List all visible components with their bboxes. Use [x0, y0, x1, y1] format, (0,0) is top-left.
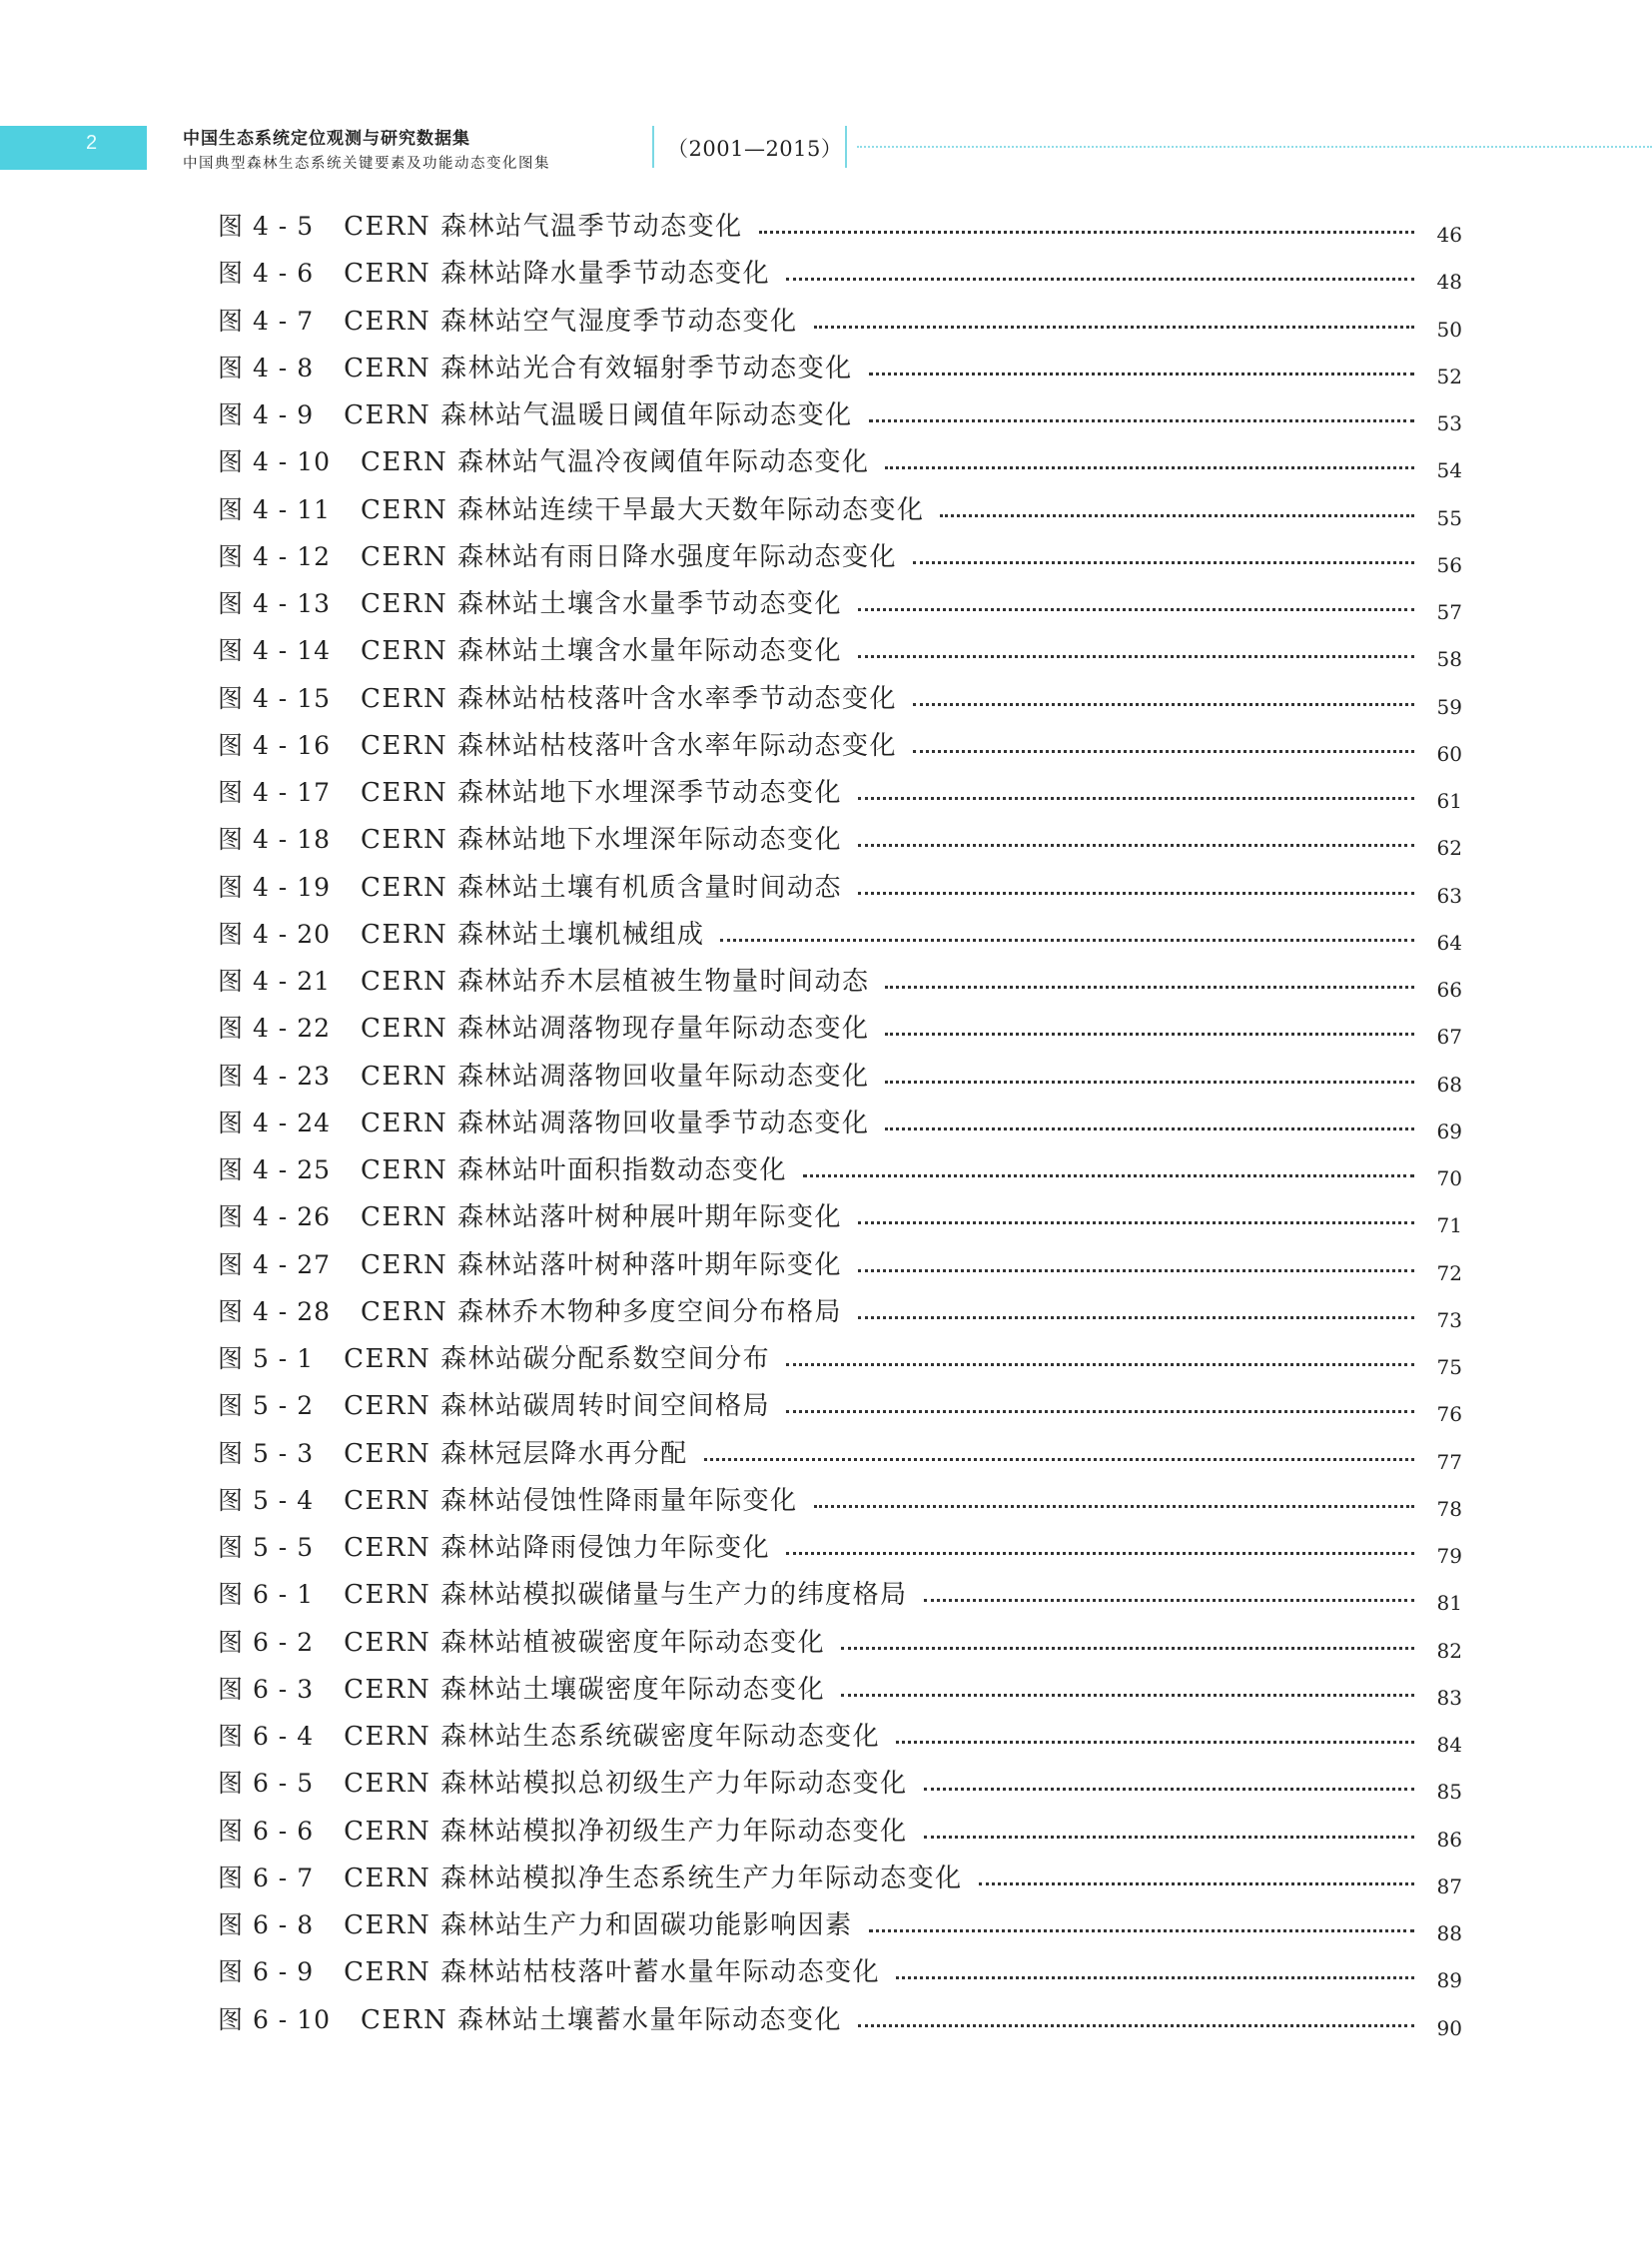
toc-entry-number: 图 6 - 5 [218, 1769, 315, 1799]
toc-entry[interactable] [218, 1619, 1462, 1663]
toc-dot-leader [885, 986, 1414, 989]
toc-dot-leader [869, 419, 1414, 422]
toc-entry-page: 75 [1436, 1355, 1462, 1379]
toc-entry-number: 图 4 - 12 [218, 541, 332, 571]
toc-entry-title: CERN 森林站空气湿度季节动态变化 [344, 306, 798, 337]
toc-dot-leader [858, 2024, 1414, 2027]
toc-dot-leader [786, 278, 1414, 281]
toc-entry-title: CERN 森林站气温暖日阈值年际动态变化 [344, 400, 853, 430]
toc-entry[interactable] [218, 1335, 1462, 1379]
toc-entry-page: 73 [1436, 1307, 1462, 1332]
toc-dot-leader [885, 466, 1414, 469]
toc-entry-page: 62 [1436, 836, 1462, 861]
toc-dot-leader [913, 750, 1414, 753]
header-years: （2001—2015） [667, 137, 843, 161]
toc-entry-page: 52 [1436, 364, 1462, 388]
toc-entry[interactable] [218, 250, 1462, 295]
toc-entry-number: 图 4 - 16 [218, 730, 332, 760]
toc-entry-title: CERN 森林站落叶树种落叶期年际变化 [361, 1249, 842, 1280]
toc-entry-title: CERN 森林站枯枝落叶蓄水量年际动态变化 [344, 1957, 881, 1988]
toc-entry[interactable] [218, 298, 1462, 342]
toc-dot-leader [858, 892, 1414, 895]
toc-dot-leader [704, 1458, 1414, 1461]
toc-entry-page: 71 [1436, 1213, 1462, 1238]
toc-entry-page: 50 [1436, 317, 1462, 342]
toc-entry-title: CERN 森林站碳周转时间空间格局 [344, 1391, 771, 1422]
toc-dot-leader [896, 1976, 1414, 1979]
toc-entry-number: 图 6 - 6 [218, 1816, 315, 1846]
toc-entry-page: 59 [1436, 694, 1462, 719]
toc-dot-leader [885, 1081, 1414, 1084]
toc-entry-title: CERN 森林站模拟总初级生产力年际动态变化 [344, 1769, 908, 1800]
toc-dot-leader [720, 939, 1414, 942]
toc-entry-number: 图 4 - 22 [218, 1014, 332, 1044]
toc-entry-title: CERN 森林站叶面积指数动态变化 [361, 1155, 787, 1185]
toc-entry[interactable] [218, 1808, 1462, 1852]
toc-entry-title: CERN 森林站降水量季节动态变化 [344, 259, 771, 290]
toc-dot-leader [841, 1647, 1414, 1650]
toc-entry-page: 66 [1436, 978, 1462, 1002]
toc-entry[interactable] [218, 864, 1462, 908]
toc-entry-title: CERN 森林站土壤含水量季节动态变化 [361, 589, 842, 619]
toc-dot-leader [869, 373, 1414, 375]
toc-dot-leader [924, 1599, 1414, 1602]
toc-entry-page: 77 [1436, 1449, 1462, 1474]
toc-dot-leader [858, 797, 1414, 800]
toc-entry-title: CERN 森林站凋落物回收量季节动态变化 [361, 1108, 870, 1138]
toc-entry-title: CERN 森林站连续干旱最大天数年际动态变化 [361, 494, 925, 525]
toc-entry-page: 86 [1436, 1827, 1462, 1852]
toc-entry-title: CERN 森林站气温冷夜阈值年际动态变化 [361, 447, 870, 478]
toc-entry[interactable] [218, 438, 1462, 483]
toc-entry-title: CERN 森林站凋落物回收量年际动态变化 [361, 1061, 870, 1092]
toc-entry-page: 72 [1436, 1260, 1462, 1285]
toc-entry[interactable] [218, 675, 1462, 719]
toc-dot-leader [786, 1410, 1414, 1413]
toc-dot-leader [858, 844, 1414, 847]
toc-entry[interactable] [218, 1005, 1462, 1050]
toc-entry-page: 61 [1436, 789, 1462, 813]
toc-dot-leader [858, 1221, 1414, 1224]
toc-entry-page: 89 [1436, 1968, 1462, 1993]
toc-entry-page: 55 [1436, 505, 1462, 530]
toc-dot-leader [786, 1363, 1414, 1366]
toc-entry-number: 图 4 - 10 [218, 447, 332, 477]
toc-entry-page: 81 [1436, 1591, 1462, 1616]
toc-entry-page: 58 [1436, 647, 1462, 672]
toc-entry-number: 图 4 - 21 [218, 967, 332, 996]
toc-entry-page: 67 [1436, 1025, 1462, 1050]
toc-entry[interactable] [218, 1430, 1462, 1474]
toc-dot-leader [940, 514, 1414, 517]
toc-entry-title: CERN 森林站枯枝落叶含水率年际动态变化 [361, 730, 897, 761]
toc-entry-title: CERN 森林站模拟碳储量与生产力的纬度格局 [344, 1580, 908, 1611]
toc-entry-page: 78 [1436, 1496, 1462, 1521]
toc-entry-page: 84 [1436, 1733, 1462, 1757]
toc-entry[interactable] [218, 1901, 1462, 1945]
toc-entry-number: 图 5 - 3 [218, 1438, 315, 1468]
toc-entry-title: CERN 森林站生态系统碳密度年际动态变化 [344, 1722, 881, 1752]
toc-entry-page: 48 [1436, 270, 1462, 295]
toc-entry[interactable] [218, 203, 1462, 247]
toc-entry-page: 57 [1436, 600, 1462, 624]
toc-dot-leader [913, 703, 1414, 706]
toc-entry-title: CERN 森林站土壤蓄水量年际动态变化 [361, 2004, 842, 2035]
toc-entry[interactable] [218, 1571, 1462, 1616]
toc-entry-page: 85 [1436, 1780, 1462, 1805]
toc-entry-number: 图 6 - 1 [218, 1580, 315, 1610]
toc-dot-leader [858, 1316, 1414, 1319]
toc-entry-title: CERN 森林站生产力和固碳功能影响因素 [344, 1910, 853, 1940]
toc-entry-title: CERN 森林站凋落物现存量年际动态变化 [361, 1014, 870, 1045]
toc-dot-leader [814, 1505, 1414, 1508]
toc-entry[interactable] [218, 391, 1462, 435]
toc-entry[interactable] [218, 1288, 1462, 1332]
toc-dot-leader [814, 326, 1414, 329]
toc-entry-page: 88 [1436, 1921, 1462, 1945]
toc-dot-leader [913, 561, 1414, 564]
toc-entry-page: 70 [1436, 1166, 1462, 1190]
toc-entry[interactable] [218, 1713, 1462, 1757]
toc-entry-number: 图 4 - 19 [218, 872, 332, 902]
toc-entry-title: CERN 森林站气温季节动态变化 [344, 212, 743, 242]
toc-entry-title: CERN 森林站模拟净初级生产力年际动态变化 [344, 1816, 908, 1847]
series-title: 中国生态系统定位观测与研究数据集 [183, 129, 470, 149]
toc-entry-title: CERN 森林站光合有效辐射季节动态变化 [344, 353, 853, 383]
toc-entry-number: 图 5 - 2 [218, 1391, 315, 1421]
toc-entry-page: 79 [1436, 1544, 1462, 1568]
toc-entry-page: 46 [1436, 223, 1462, 247]
toc-entry-number: 图 4 - 14 [218, 636, 332, 666]
toc-dot-leader [858, 608, 1414, 611]
toc-entry-title: CERN 森林站降雨侵蚀力年际变化 [344, 1533, 771, 1563]
toc-entry-page: 60 [1436, 741, 1462, 766]
toc-entry-page: 76 [1436, 1402, 1462, 1427]
toc-entry[interactable] [218, 1524, 1462, 1568]
toc-entry-title: CERN 森林站乔木层植被生物量时间动态 [361, 967, 870, 997]
toc-entry-title: CERN 森林站土壤碳密度年际动态变化 [344, 1674, 826, 1705]
toc-entry-number: 图 4 - 27 [218, 1249, 332, 1279]
toc-entry[interactable] [218, 1241, 1462, 1285]
toc-entry-page: 63 [1436, 883, 1462, 908]
toc-entry-number: 图 4 - 5 [218, 212, 315, 241]
toc-dot-leader [858, 1269, 1414, 1272]
toc-entry-title: CERN 森林站土壤有机质含量时间动态 [361, 872, 842, 903]
toc-entry-number: 图 4 - 20 [218, 919, 332, 949]
toc-entry-number: 图 5 - 5 [218, 1533, 315, 1562]
page-number: 2 [86, 132, 98, 154]
toc-entry[interactable] [218, 1146, 1462, 1190]
toc-entry-number: 图 4 - 18 [218, 825, 332, 855]
toc-entry-title: CERN 森林站地下水埋深年际动态变化 [361, 825, 842, 856]
toc-entry-title: CERN 森林站碳分配系数空间分布 [344, 1344, 771, 1374]
toc-entry-number: 图 4 - 17 [218, 778, 332, 807]
toc-entry-title: CERN 森林站植被碳密度年际动态变化 [344, 1627, 826, 1658]
toc-dot-leader [759, 231, 1414, 234]
toc-entry[interactable] [218, 958, 1462, 1002]
toc-entry-title: CERN 森林站枯枝落叶含水率季节动态变化 [361, 683, 897, 714]
toc-entry[interactable] [218, 580, 1462, 624]
toc-entry-number: 图 5 - 4 [218, 1485, 315, 1515]
toc-entry-number: 图 5 - 1 [218, 1344, 315, 1373]
toc-entry-title: CERN 森林站有雨日降水强度年际动态变化 [361, 541, 897, 572]
toc-entry-title: CERN 森林站地下水埋深季节动态变化 [361, 778, 842, 808]
toc-entry[interactable] [218, 486, 1462, 530]
toc-entry-number: 图 4 - 23 [218, 1061, 332, 1091]
toc-entry-number: 图 4 - 8 [218, 353, 315, 382]
toc-entry-number: 图 4 - 24 [218, 1108, 332, 1137]
toc-entry[interactable] [218, 1760, 1462, 1805]
toc-entry-number: 图 6 - 8 [218, 1910, 315, 1939]
toc-entry[interactable] [218, 769, 1462, 813]
toc-dot-leader [896, 1741, 1414, 1744]
toc-entry-number: 图 4 - 13 [218, 589, 332, 618]
toc-entry-page: 53 [1436, 411, 1462, 435]
toc-entry[interactable] [218, 1855, 1462, 1898]
toc-entry[interactable] [218, 1100, 1462, 1143]
toc-entry-title: CERN 森林站落叶树种展叶期年际变化 [361, 1202, 842, 1233]
toc-entry-title: CERN 森林站土壤含水量年际动态变化 [361, 636, 842, 667]
toc-entry-title: CERN 森林站模拟净生态系统生产力年际动态变化 [344, 1863, 963, 1893]
toc-dot-leader [786, 1552, 1414, 1555]
toc-entry-number: 图 4 - 26 [218, 1202, 332, 1232]
toc-entry-number: 图 6 - 10 [218, 2004, 332, 2034]
toc-entry-page: 68 [1436, 1072, 1462, 1097]
toc-entry[interactable] [218, 816, 1462, 861]
toc-entry[interactable] [218, 1948, 1462, 1993]
toc-entry[interactable] [218, 345, 1462, 388]
toc-entry-page: 54 [1436, 458, 1462, 483]
toc-entry-page: 83 [1436, 1685, 1462, 1710]
toc-dot-leader [924, 1836, 1414, 1839]
toc-entry-page: 64 [1436, 930, 1462, 955]
toc-entry-number: 图 6 - 3 [218, 1674, 315, 1704]
toc-entry-number: 图 4 - 9 [218, 400, 315, 429]
toc-entry[interactable] [218, 911, 1462, 955]
toc-entry-number: 图 6 - 9 [218, 1957, 315, 1987]
toc-entry[interactable] [218, 533, 1462, 577]
toc-entry-page: 82 [1436, 1638, 1462, 1663]
toc-entry[interactable] [218, 1053, 1462, 1097]
toc-entry-title: CERN 森林站侵蚀性降雨量年际变化 [344, 1485, 798, 1516]
toc-entry[interactable] [218, 1666, 1462, 1710]
toc-entry-title: CERN 森林站土壤机械组成 [361, 919, 705, 950]
toc-entry-number: 图 4 - 11 [218, 494, 332, 524]
toc-entry-number: 图 4 - 28 [218, 1296, 332, 1326]
toc-entry-number: 图 6 - 4 [218, 1722, 315, 1751]
toc-dot-leader [869, 1929, 1414, 1932]
toc-entry[interactable] [218, 1193, 1462, 1238]
toc-dot-leader [803, 1174, 1414, 1177]
toc-entry-number: 图 4 - 7 [218, 306, 315, 336]
toc-entry-page: 87 [1436, 1873, 1462, 1898]
toc-entry-page: 69 [1436, 1119, 1462, 1143]
toc-entry-number: 图 4 - 25 [218, 1155, 332, 1184]
toc-dot-leader [841, 1694, 1414, 1697]
toc-entry-number: 图 4 - 6 [218, 259, 315, 289]
toc-entry-page: 56 [1436, 552, 1462, 577]
toc-entry-number: 图 4 - 15 [218, 683, 332, 713]
toc-dot-leader [924, 1788, 1414, 1791]
toc-dot-leader [979, 1882, 1414, 1885]
toc-dot-leader [858, 655, 1414, 658]
toc-dot-leader [885, 1033, 1414, 1036]
volume-title: 中国典型森林生态系统关键要素及功能动态变化图集 [183, 156, 550, 172]
toc-entry[interactable] [218, 1996, 1462, 2040]
toc-entry-number: 图 6 - 7 [218, 1863, 315, 1892]
toc-entry-title: CERN 森林乔木物种多度空间分布格局 [361, 1296, 842, 1327]
toc-entry-page: 90 [1436, 2015, 1462, 2040]
toc-entry-title: CERN 森林冠层降水再分配 [344, 1438, 688, 1469]
toc-entry-number: 图 6 - 2 [218, 1627, 315, 1657]
toc-dot-leader [885, 1127, 1414, 1130]
toc-entry[interactable] [218, 722, 1462, 766]
toc-entry[interactable] [218, 1477, 1462, 1521]
toc-entry[interactable] [218, 1382, 1462, 1427]
toc-entry[interactable] [218, 627, 1462, 672]
